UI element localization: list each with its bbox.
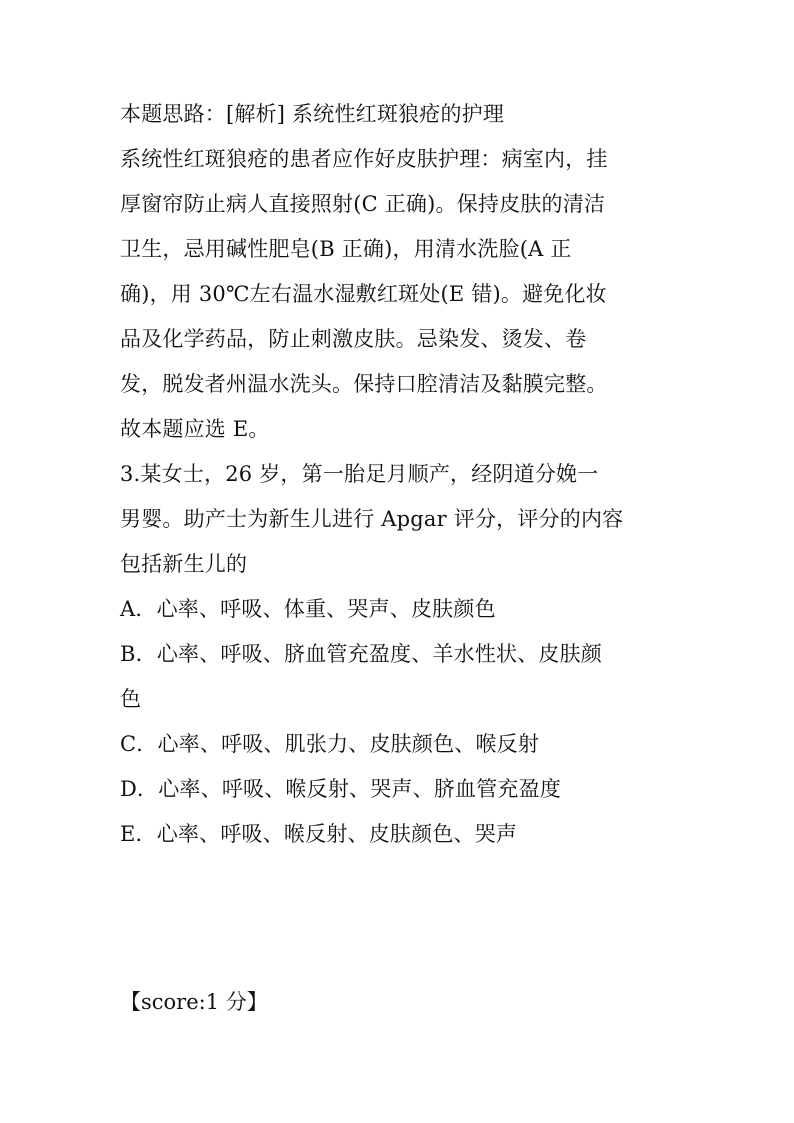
question-stem: 男婴。助产士为新生儿进行 Apgar 评分，评分的内容 [120,507,624,531]
explanation-line: 厚窗帘防止病人直接照射(C 正确)。保持皮肤的清洁 [120,192,606,216]
option-b: B．心率、呼吸、脐血管充盈度、羊水性状、皮肤颜 [120,642,603,666]
question-stem: 3.某女士，26 岁，第一胎足月顺产，经阴道分娩一 [120,462,599,486]
explanation-heading: 本题思路：[解析] 系统性红斑狼疮的护理 [120,102,505,126]
option-c: C．心率、呼吸、肌张力、皮肤颜色、喉反射 [120,732,540,756]
explanation-line: 卫生，忌用碱性肥皂(B 正确)，用清水洗脸(A 正 [120,237,572,261]
score-label: 【score:1 分】 [120,990,268,1014]
option-d: D．心率、呼吸、喉反射、哭声、脐血管充盈度 [120,777,562,801]
explanation-line: 品及化学药品，防止刺激皮肤。忌染发、烫发、卷 [120,327,587,351]
explanation-line: 确)，用 30℃左右温水湿敷红斑处(E 错)。避免化妆 [120,282,607,306]
question-stem: 包括新生儿的 [120,552,248,576]
explanation-line: 发，脱发者州温水洗头。保持口腔清洁及黏膜完整。 [120,372,608,396]
option-b-continued: 色 [120,687,142,711]
explanation-conclusion: 故本题应选 E。 [120,417,270,441]
option-e: E．心率、呼吸、喉反射、皮肤颜色、哭声 [120,822,518,846]
document-body [120,92,680,857]
option-a: A．心率、呼吸、体重、哭声、皮肤颜色 [120,597,496,621]
explanation-line: 系统性红斑狼疮的患者应作好皮肤护理：病室内，挂 [120,147,608,171]
